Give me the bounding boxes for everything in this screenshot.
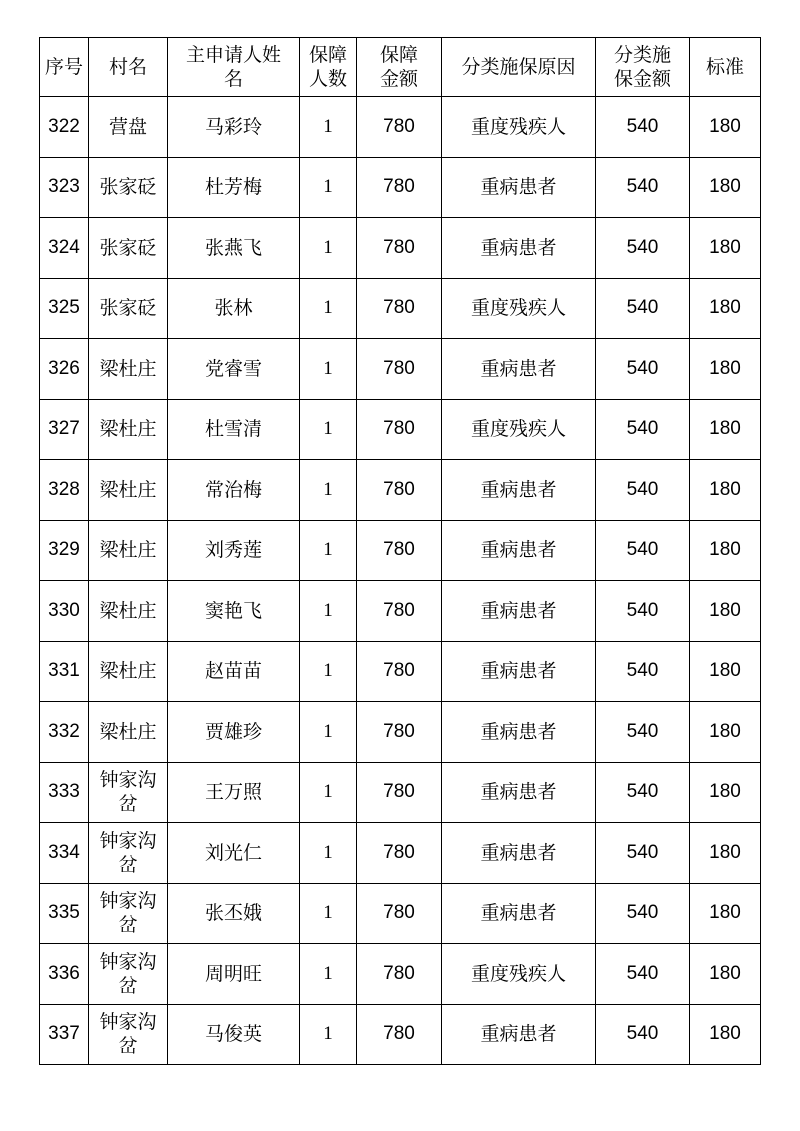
reason-cell: 重病患者 xyxy=(442,157,596,218)
standard-cell: 180 xyxy=(690,762,761,823)
standard-cell: 180 xyxy=(690,883,761,944)
reason-cell: 重病患者 xyxy=(442,883,596,944)
applicant-name-cell: 杜雪清 xyxy=(168,399,300,460)
classification-amount-cell: 540 xyxy=(596,520,690,581)
insured-amount-cell: 780 xyxy=(357,520,442,581)
standard-cell: 180 xyxy=(690,944,761,1005)
applicant-name-cell: 贾雄珍 xyxy=(168,702,300,763)
applicant-name-cell: 窦艳飞 xyxy=(168,581,300,642)
reason-cell: 重病患者 xyxy=(442,581,596,642)
reason-cell: 重病患者 xyxy=(442,339,596,400)
insured-count-cell: 1 xyxy=(300,641,357,702)
insured-count-cell: 1 xyxy=(300,460,357,521)
classification-amount-cell: 540 xyxy=(596,339,690,400)
classification-amount-cell: 540 xyxy=(596,399,690,460)
table-row xyxy=(40,157,761,218)
standard-cell: 180 xyxy=(690,399,761,460)
classification-amount-cell: 540 xyxy=(596,944,690,1005)
reason-cell: 重病患者 xyxy=(442,520,596,581)
insured-amount-cell: 780 xyxy=(357,702,442,763)
serial-cell: 330 xyxy=(40,581,89,642)
table-row xyxy=(40,218,761,279)
standard-cell: 180 xyxy=(690,1004,761,1065)
village-cell: 钟家沟岔 xyxy=(89,762,168,823)
insured-count-cell: 1 xyxy=(300,339,357,400)
reason-cell: 重病患者 xyxy=(442,460,596,521)
reason-cell: 重度残疾人 xyxy=(442,97,596,158)
header-village: 村名 xyxy=(89,38,168,97)
serial-cell: 325 xyxy=(40,278,89,339)
standard-cell: 180 xyxy=(690,520,761,581)
insured-count-cell: 1 xyxy=(300,399,357,460)
village-cell: 梁杜庄 xyxy=(89,399,168,460)
applicant-name-cell: 刘秀莲 xyxy=(168,520,300,581)
classification-amount-cell: 540 xyxy=(596,883,690,944)
reason-cell: 重病患者 xyxy=(442,641,596,702)
village-cell: 梁杜庄 xyxy=(89,460,168,521)
insured-amount-cell: 780 xyxy=(357,97,442,158)
reason-cell: 重病患者 xyxy=(442,218,596,279)
standard-cell: 180 xyxy=(690,339,761,400)
table-row xyxy=(40,339,761,400)
insured-amount-cell: 780 xyxy=(357,1004,442,1065)
table-row xyxy=(40,278,761,339)
village-cell: 梁杜庄 xyxy=(89,520,168,581)
reason-cell: 重病患者 xyxy=(442,1004,596,1065)
table-row xyxy=(40,702,761,763)
header-serial: 序号 xyxy=(40,38,89,97)
insured-amount-cell: 780 xyxy=(357,762,442,823)
standard-cell: 180 xyxy=(690,97,761,158)
table-row xyxy=(40,520,761,581)
village-cell: 钟家沟岔 xyxy=(89,883,168,944)
village-cell: 梁杜庄 xyxy=(89,339,168,400)
reason-cell: 重度残疾人 xyxy=(442,944,596,1005)
applicant-name-cell: 张林 xyxy=(168,278,300,339)
insured-amount-cell: 780 xyxy=(357,944,442,1005)
insured-count-cell: 1 xyxy=(300,702,357,763)
classification-amount-cell: 540 xyxy=(596,218,690,279)
serial-cell: 334 xyxy=(40,823,89,884)
serial-cell: 327 xyxy=(40,399,89,460)
applicant-name-cell: 杜芳梅 xyxy=(168,157,300,218)
insured-amount-cell: 780 xyxy=(357,399,442,460)
applicant-name-cell: 张燕飞 xyxy=(168,218,300,279)
header-classification-amount: 分类施保金额 xyxy=(596,38,690,97)
applicant-name-cell: 常治梅 xyxy=(168,460,300,521)
standard-cell: 180 xyxy=(690,218,761,279)
insured-count-cell: 1 xyxy=(300,1004,357,1065)
table-row xyxy=(40,399,761,460)
applicant-name-cell: 刘光仁 xyxy=(168,823,300,884)
applicant-name-cell: 周明旺 xyxy=(168,944,300,1005)
standard-cell: 180 xyxy=(690,581,761,642)
table-row xyxy=(40,581,761,642)
insured-count-cell: 1 xyxy=(300,157,357,218)
insured-amount-cell: 780 xyxy=(357,883,442,944)
table-row xyxy=(40,1004,761,1065)
serial-cell: 332 xyxy=(40,702,89,763)
applicant-name-cell: 马彩玲 xyxy=(168,97,300,158)
classification-amount-cell: 540 xyxy=(596,641,690,702)
village-cell: 钟家沟岔 xyxy=(89,1004,168,1065)
standard-cell: 180 xyxy=(690,157,761,218)
serial-cell: 331 xyxy=(40,641,89,702)
serial-cell: 333 xyxy=(40,762,89,823)
header-insured-count: 保障人数 xyxy=(300,38,357,97)
header-standard: 标准 xyxy=(690,38,761,97)
insured-count-cell: 1 xyxy=(300,823,357,884)
serial-cell: 335 xyxy=(40,883,89,944)
village-cell: 张家砭 xyxy=(89,218,168,279)
insured-amount-cell: 780 xyxy=(357,218,442,279)
standard-cell: 180 xyxy=(690,278,761,339)
village-cell: 营盘 xyxy=(89,97,168,158)
classification-amount-cell: 540 xyxy=(596,823,690,884)
serial-cell: 324 xyxy=(40,218,89,279)
applicant-name-cell: 王万照 xyxy=(168,762,300,823)
table-row xyxy=(40,944,761,1005)
village-cell: 张家砭 xyxy=(89,278,168,339)
insured-amount-cell: 780 xyxy=(357,460,442,521)
classification-amount-cell: 540 xyxy=(596,1004,690,1065)
insured-amount-cell: 780 xyxy=(357,339,442,400)
serial-cell: 328 xyxy=(40,460,89,521)
insured-count-cell: 1 xyxy=(300,278,357,339)
village-cell: 张家砭 xyxy=(89,157,168,218)
serial-cell: 322 xyxy=(40,97,89,158)
standard-cell: 180 xyxy=(690,823,761,884)
table-row xyxy=(40,883,761,944)
table-row xyxy=(40,641,761,702)
header-insured-amount: 保障金额 xyxy=(357,38,442,97)
applicant-name-cell: 党睿雪 xyxy=(168,339,300,400)
classification-amount-cell: 540 xyxy=(596,581,690,642)
insured-amount-cell: 780 xyxy=(357,581,442,642)
standard-cell: 180 xyxy=(690,702,761,763)
reason-cell: 重病患者 xyxy=(442,762,596,823)
village-cell: 梁杜庄 xyxy=(89,702,168,763)
insured-count-cell: 1 xyxy=(300,218,357,279)
insured-count-cell: 1 xyxy=(300,762,357,823)
insured-amount-cell: 780 xyxy=(357,157,442,218)
insured-count-cell: 1 xyxy=(300,581,357,642)
insured-count-cell: 1 xyxy=(300,97,357,158)
applicant-name-cell: 马俊英 xyxy=(168,1004,300,1065)
classification-amount-cell: 540 xyxy=(596,460,690,521)
standard-cell: 180 xyxy=(690,460,761,521)
insured-count-cell: 1 xyxy=(300,883,357,944)
classification-amount-cell: 540 xyxy=(596,702,690,763)
allowance-table xyxy=(39,37,761,1065)
standard-cell: 180 xyxy=(690,641,761,702)
serial-cell: 326 xyxy=(40,339,89,400)
header-row xyxy=(40,38,761,97)
insured-amount-cell: 780 xyxy=(357,278,442,339)
serial-cell: 336 xyxy=(40,944,89,1005)
insured-amount-cell: 780 xyxy=(357,823,442,884)
table-row xyxy=(40,823,761,884)
village-cell: 钟家沟岔 xyxy=(89,823,168,884)
table-row xyxy=(40,762,761,823)
serial-cell: 337 xyxy=(40,1004,89,1065)
village-cell: 梁杜庄 xyxy=(89,641,168,702)
classification-amount-cell: 540 xyxy=(596,762,690,823)
reason-cell: 重病患者 xyxy=(442,702,596,763)
village-cell: 梁杜庄 xyxy=(89,581,168,642)
classification-amount-cell: 540 xyxy=(596,157,690,218)
insured-count-cell: 1 xyxy=(300,520,357,581)
reason-cell: 重度残疾人 xyxy=(442,399,596,460)
serial-cell: 323 xyxy=(40,157,89,218)
table-row xyxy=(40,460,761,521)
applicant-name-cell: 赵苗苗 xyxy=(168,641,300,702)
serial-cell: 329 xyxy=(40,520,89,581)
classification-amount-cell: 540 xyxy=(596,97,690,158)
header-applicant-name: 主申请人姓名 xyxy=(168,38,300,97)
reason-cell: 重病患者 xyxy=(442,823,596,884)
insured-amount-cell: 780 xyxy=(357,641,442,702)
classification-amount-cell: 540 xyxy=(596,278,690,339)
table-row xyxy=(40,97,761,158)
reason-cell: 重度残疾人 xyxy=(442,278,596,339)
applicant-name-cell: 张丕娥 xyxy=(168,883,300,944)
header-classification-reason: 分类施保原因 xyxy=(442,38,596,97)
insured-count-cell: 1 xyxy=(300,944,357,1005)
village-cell: 钟家沟岔 xyxy=(89,944,168,1005)
